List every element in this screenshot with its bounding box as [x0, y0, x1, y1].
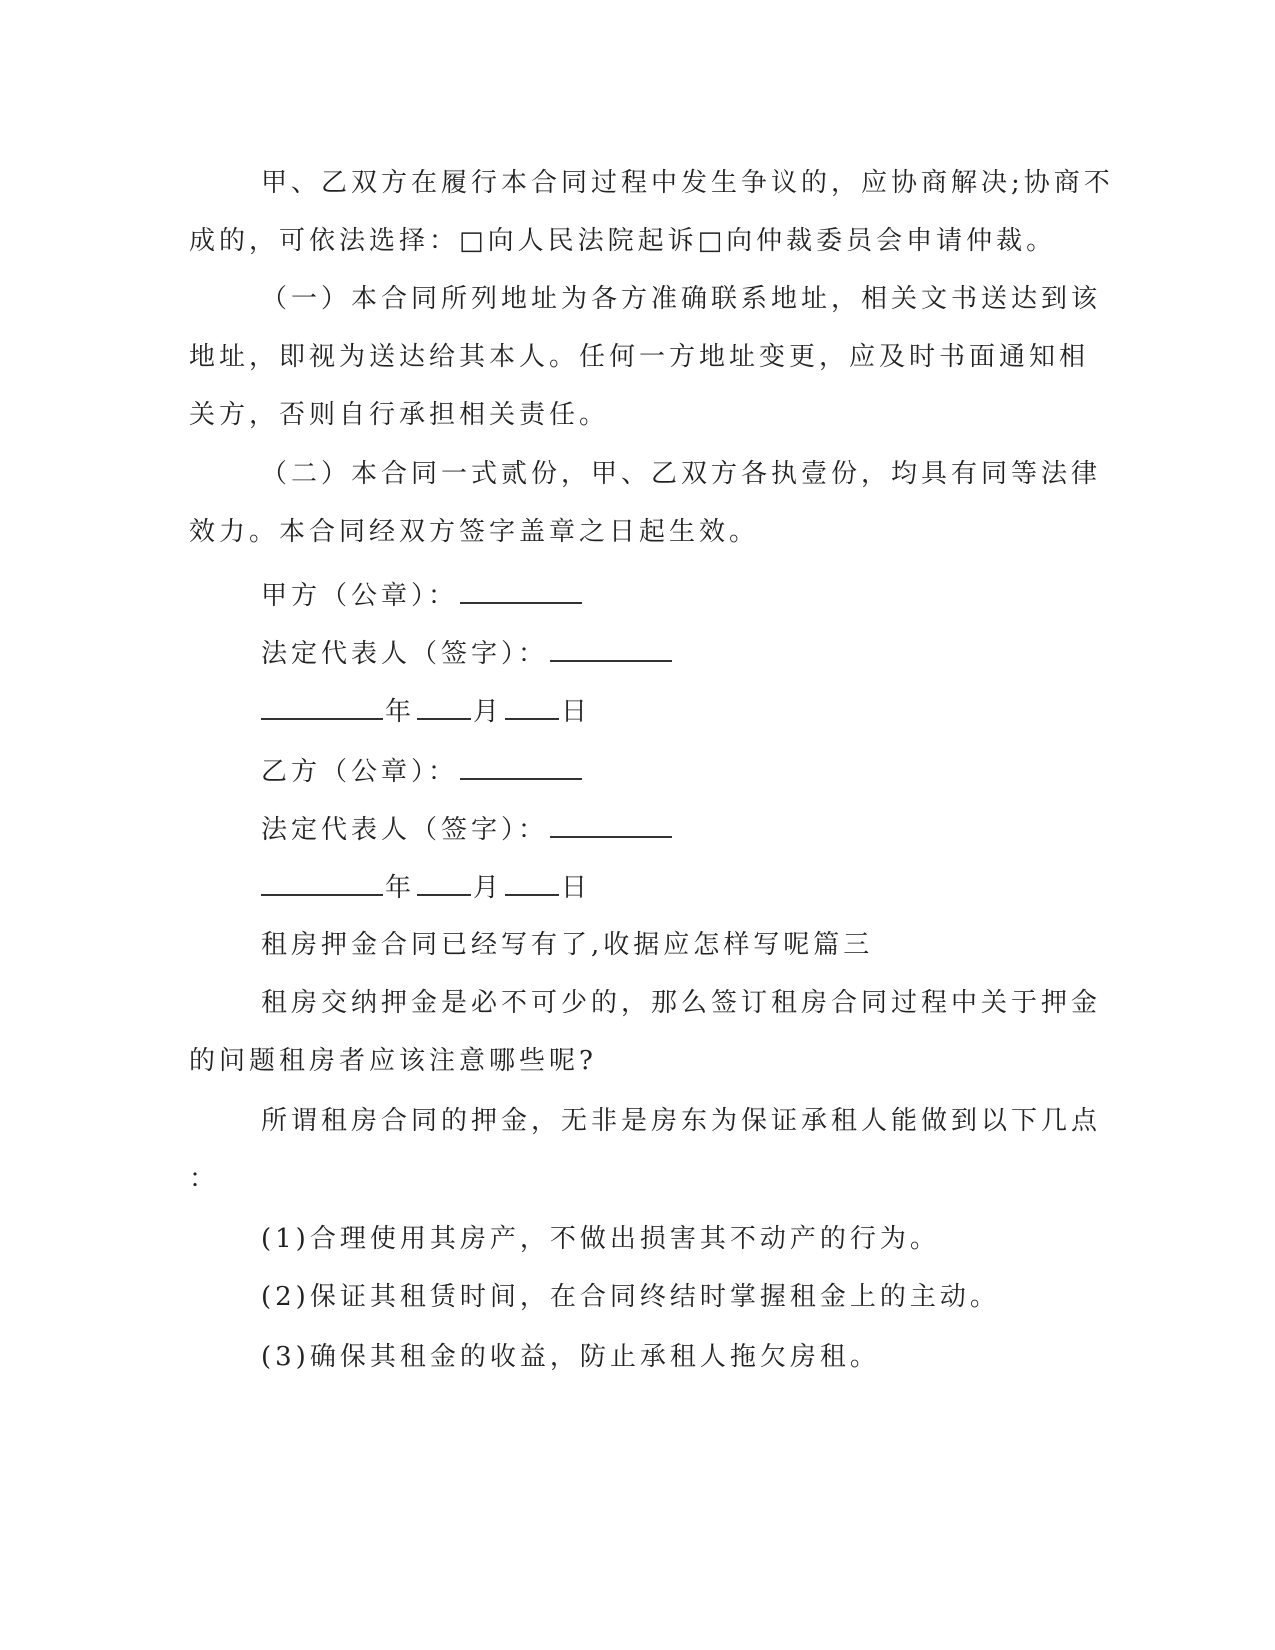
party-a-day-label: 日 — [561, 697, 592, 727]
dispute-paragraph-line-1: 甲、乙双方在履行本合同过程中发生争议的，应协商解决;协商不 — [261, 168, 1114, 198]
intro-line-1: 租房交纳押金是必不可少的，那么签订租房合同过程中关于押金 — [261, 988, 1102, 1018]
point-item-3: (3)确保其租金的收益，防止承租人拖欠房租。 — [261, 1342, 880, 1372]
deposit-purpose-line-2: ： — [189, 1164, 220, 1194]
party-a-rep-label: 法定代表人（签字）： — [261, 639, 549, 669]
party-b-year-blank — [261, 868, 383, 896]
party-a-date-row — [261, 692, 591, 729]
party-a-seal-blank — [460, 576, 582, 604]
deposit-purpose-line-1: 所谓租房合同的押金，无非是房东为保证承租人能做到以下几点 — [261, 1106, 1102, 1136]
party-a-seal-row — [261, 576, 584, 613]
party-a-year-blank — [261, 692, 383, 720]
party-b-month-blank — [417, 868, 471, 896]
party-b-month-label: 月 — [473, 873, 504, 903]
party-a-month-blank — [417, 692, 471, 720]
clause-one-line-3: 关方，否则自行承担相关责任。 — [189, 400, 610, 430]
point-item-1: (1)合理使用其房产，不做出损害其不动产的行为。 — [261, 1224, 940, 1254]
intro-line-2: 的问题租房者应该注意哪些呢? — [189, 1046, 597, 1076]
party-a-rep-blank — [550, 634, 672, 662]
party-b-seal-row — [261, 752, 584, 789]
clause-two-line-2: 效力。本合同经双方签字盖章之日起生效。 — [189, 517, 760, 547]
party-a-month-label: 月 — [473, 697, 504, 727]
party-a-rep-row — [261, 634, 674, 671]
party-b-date-row — [261, 868, 591, 905]
party-b-day-label: 日 — [561, 873, 592, 903]
section-title: 租房押金合同已经写有了,收据应怎样写呢篇三 — [261, 930, 874, 960]
clause-one-line-2: 地址，即视为送达给其本人。任何一方地址变更，应及时书面通知相 — [189, 342, 1090, 372]
party-b-rep-label: 法定代表人（签字）： — [261, 815, 549, 845]
party-b-day-blank — [505, 868, 559, 896]
party-a-day-blank — [505, 692, 559, 720]
dispute-paragraph-line-2: 成的，可依法选择：□向人民法院起诉□向仲裁委员会申请仲裁。 — [189, 226, 1057, 256]
clause-two-line-1: （二）本合同一式贰份，甲、乙双方各执壹份，均具有同等法律 — [261, 459, 1102, 489]
party-b-seal-blank — [460, 752, 582, 780]
point-item-2: (2)保证其租赁时间，在合同终结时掌握租金上的主动。 — [261, 1282, 1000, 1312]
party-b-rep-blank — [550, 810, 672, 838]
party-b-seal-label: 乙方（公章）： — [261, 757, 459, 787]
party-a-year-label: 年 — [385, 697, 416, 727]
party-a-seal-label: 甲方（公章）： — [261, 581, 459, 611]
party-b-year-label: 年 — [385, 873, 416, 903]
clause-one-line-1: （一）本合同所列地址为各方准确联系地址，相关文书送达到该 — [261, 284, 1102, 314]
party-b-rep-row — [261, 810, 674, 847]
